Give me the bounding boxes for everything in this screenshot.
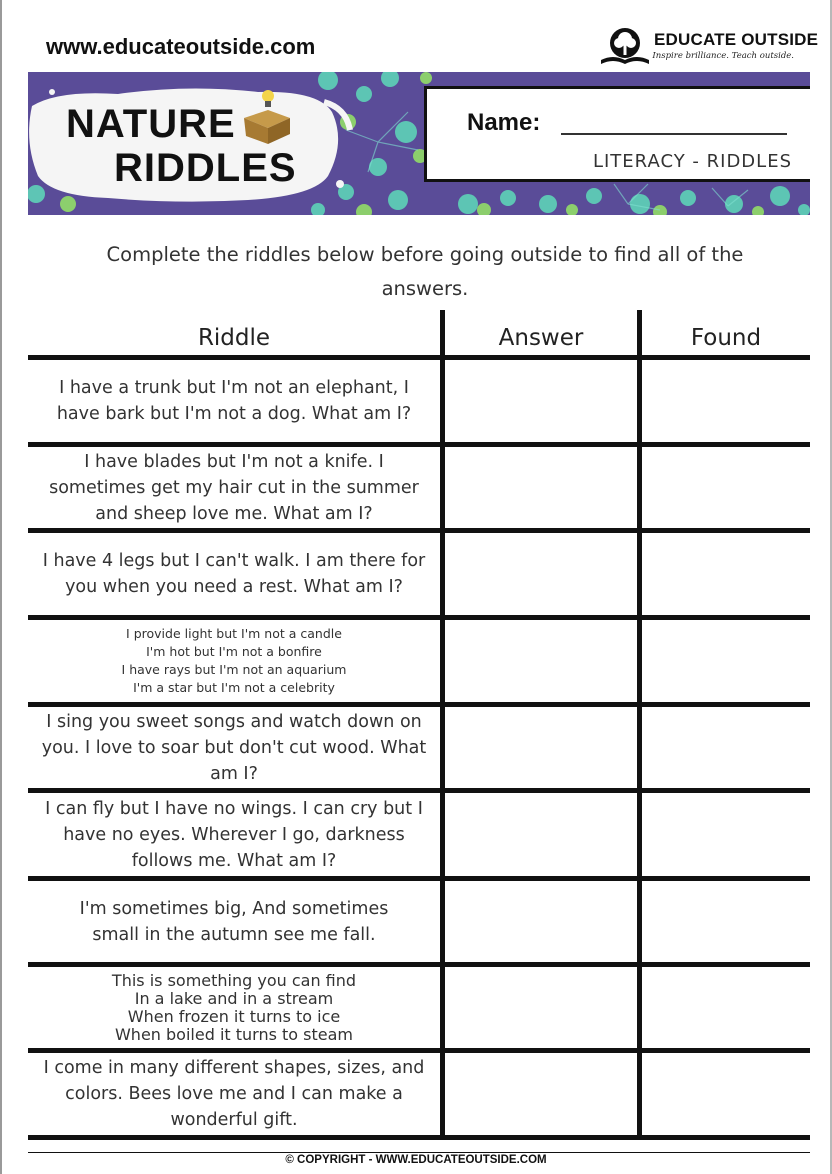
name-input-line[interactable] — [561, 133, 787, 135]
site-url: www.educateoutside.com — [46, 34, 316, 59]
riddle-line: This is something you can find — [111, 970, 357, 990]
column-divider-1 — [440, 310, 445, 1140]
copyright-footer: © COPYRIGHT - WWW.EDUCATEOUTSIDE.COM — [285, 1154, 547, 1166]
instructions: Complete the riddles below before going outside to find all of the answers. — [106, 243, 744, 300]
riddle-line: When boiled it turns to steam — [114, 1024, 354, 1044]
riddle-line: I'm hot but I'm not a bonfire — [146, 644, 322, 659]
riddle-text: I have a trunk but I'm not an elephant, I have bark but I'm not a dog. What am I? — [56, 378, 412, 424]
title-line-1: NATURE — [66, 102, 236, 146]
riddle-text: I have 4 legs but I can't walk. I am there for you when you need a rest. What am I? — [42, 551, 426, 597]
name-box — [424, 86, 810, 182]
footer-divider — [28, 1152, 810, 1153]
tree-book-icon — [598, 26, 652, 70]
name-label: Name: — [467, 109, 541, 136]
riddle-line: In a lake and in a stream — [134, 988, 334, 1008]
subject-label: LITERACY - RIDDLES — [592, 151, 792, 172]
riddle-text: I can fly but I have no wings. I can cry but I have no eyes. Wherever I go, darkness follows me. What am I? — [45, 798, 423, 871]
title-line-2: RIDDLES — [114, 146, 297, 190]
table-row — [28, 881, 440, 962]
riddle-line: I'm a star but I'm not a celebrity — [133, 680, 335, 695]
table-row — [28, 447, 440, 528]
page-edge-left — [0, 0, 2, 1174]
riddle-text: I'm sometimes big, And sometimes small in the autumn see me fall. — [79, 898, 389, 945]
column-header-answer: Answer — [498, 325, 584, 351]
riddle-line: I provide light but I'm not a candle — [126, 626, 342, 641]
table-row — [28, 707, 440, 788]
table-row — [28, 1053, 440, 1135]
table-row — [28, 967, 440, 1048]
educate-outside-logo — [598, 26, 819, 70]
row-divider — [28, 1135, 810, 1140]
riddle-table — [28, 310, 810, 1140]
table-row — [28, 533, 440, 615]
riddle-text: I come in many different shapes, sizes, and colors. Bees love me and I can make a wonderful gift. — [43, 1058, 425, 1130]
title-banner — [28, 72, 810, 215]
logo-tagline: Inspire brilliance. Teach outside. — [652, 51, 794, 61]
column-divider-2 — [637, 310, 642, 1140]
riddle-line: I have rays but I'm not an aquarium — [121, 662, 347, 677]
table-row — [28, 620, 440, 702]
table-row — [28, 793, 440, 876]
column-header-riddle: Riddle — [197, 325, 271, 351]
riddle-line: When frozen it turns to ice — [127, 1006, 341, 1026]
riddle-text: I have blades but I'm not a knife. I sometimes get my hair cut in the summer and sheep love me. What am I? — [49, 451, 419, 524]
column-header-found: Found — [690, 325, 762, 351]
logo-title: EDUCATE OUTSIDE — [654, 30, 819, 49]
table-row — [28, 360, 440, 442]
riddle-text: I sing you sweet songs and watch down on you. I love to soar but don't cut wood. What am I? — [41, 711, 427, 784]
